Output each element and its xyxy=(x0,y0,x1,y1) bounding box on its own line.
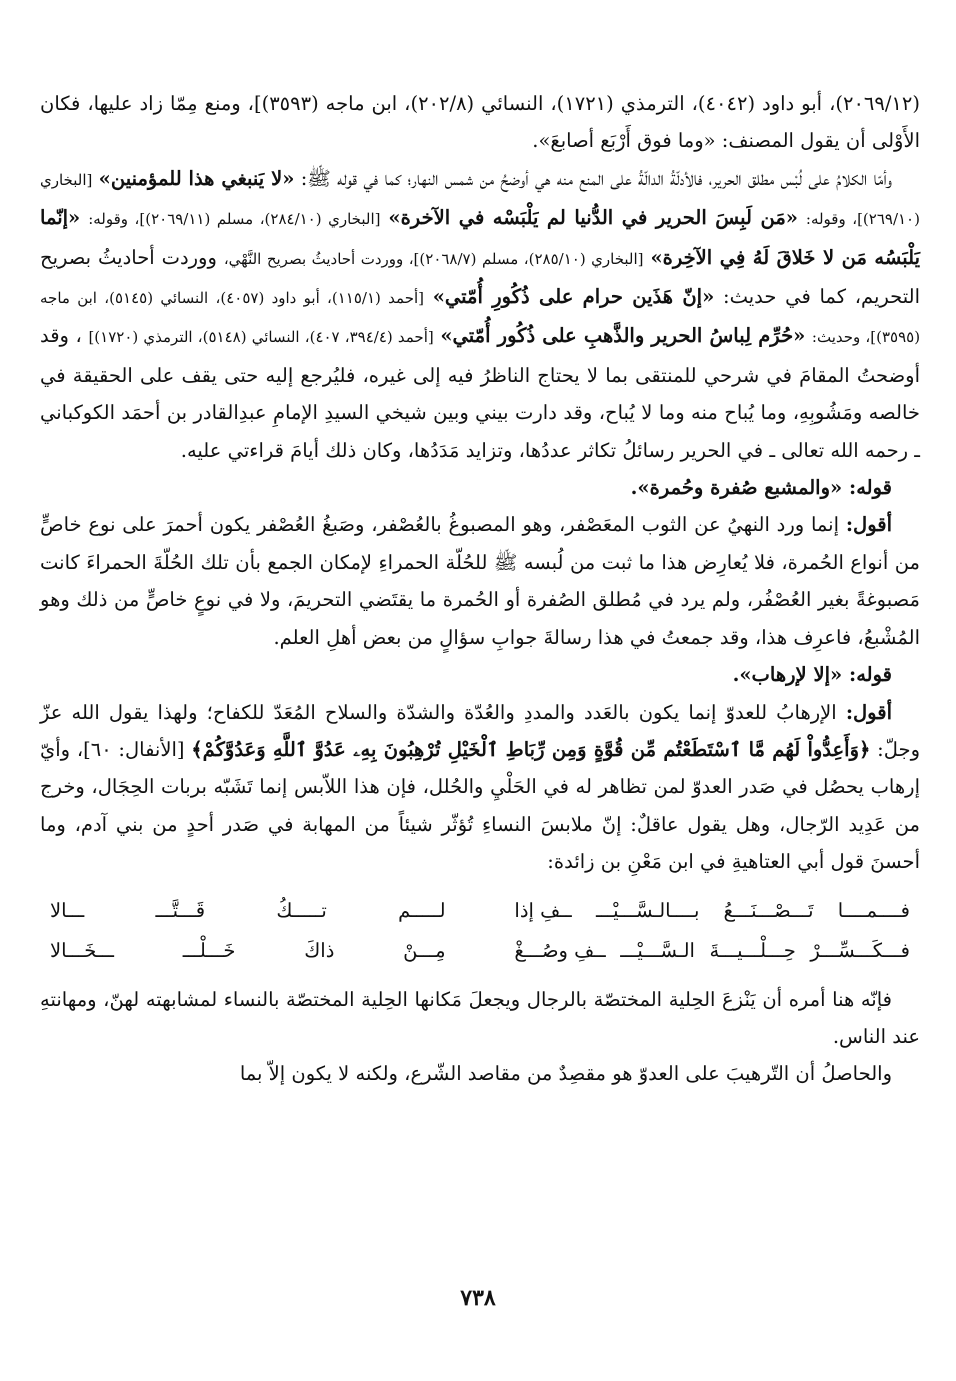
paragraph-label: أقول: xyxy=(845,700,892,724)
poem-word: تَـــصْـــنَـــعُ xyxy=(723,898,814,922)
poem-word: ــفِ إذا xyxy=(514,898,572,922)
paragraph-label: أقول: xyxy=(845,513,893,537)
paragraph-conclusion xyxy=(40,1055,920,1092)
text-segment: ، وقد أوضحتُ المقامَ في شرحي للمنتقى بما لا يحتاج الناظرُ فيه إلى غيره، فليُرجع إليه حتى يقف على الحقيقة في خالصه ومَشُوبِهِ، وما يُباح منه وما لا يُباح، وقد دارت بيني وبين شيخي السيدِ الإمامِ عبدِالقادر بن أحمَد الكوكباني ـ رحمه الله تعالى ـ في الحرير رسائلُ تكاثر عددُها، وتزايد مَدَدُها، وكان ذلك أيامَ قراءتي عليه. xyxy=(40,324,920,462)
poem-word: بــــالـسَّـــيْـــ xyxy=(595,898,700,922)
text-segment: ووردت أحاديثُ بصريح التحريم، كما في حديث: xyxy=(40,245,920,309)
paragraph-poem-explanation xyxy=(40,981,920,1056)
paragraph-hadith-citations-continued xyxy=(40,85,920,160)
poem-hemistich-second xyxy=(50,931,446,971)
poem-word: ـــالا xyxy=(50,898,85,922)
heading-text: «والمشبع صُفرة وحُمرة». xyxy=(630,476,843,500)
citation: [أحمد (١١٥/١)، أبو داود (٤٠٥٧)، النسائي (٥١٤٥)، ابن ماجه (٣٥٩٥)]، وحديث: xyxy=(40,289,921,347)
poem-word: مِـــنْ xyxy=(403,938,446,962)
citation: [أحمد (٣٩٤/٤، ٤٠٧)، النسائي (٥١٤٨)، الترمذي (١٧٢٠)] xyxy=(88,328,434,347)
hadith-quote: «مَن لَبِسَ الحرير في الدُّنيا لم يَلْبَسْه في الآخرة» xyxy=(388,206,798,230)
poem-line xyxy=(40,891,920,931)
poem-word: فـــكَـــسِّـــرْ xyxy=(810,938,910,962)
quran-verse: ﴿وَأَعِدُّواْ لَهُم مَّا ٱسْتَطَعْتُم مِّن قُوَّةٍ وَمِن رِّبَاطِ ٱلْخَيْلِ تُرْهِبُونَ بِهِۦ عَدُوَّ ٱللَّهِ وَعَدُوَّكُمْ﴾ xyxy=(191,737,871,761)
text-segment: فإنّه هنا أمره أن يَنْزعَ الحِلية المختصّة بالرجال ويجعلَ مَكانها الحِلية المختصّة بالنساء لمشابهته لهنّ، ومهانتهِ عند الناس. xyxy=(40,987,920,1048)
poem-word: خَـــلْـــ xyxy=(182,938,236,962)
poem-hemistich-second xyxy=(50,891,446,931)
citation: [البخاري (٢٦٩/١٠)]، وقوله: xyxy=(40,170,920,229)
poem-word: فــــمــــا xyxy=(837,898,910,922)
hadith-quote: «إنّما يَلْبَسُه مَن لا خَلاقَ لَهُ فِي الآخِرة» xyxy=(40,206,921,269)
page-body xyxy=(40,85,920,1093)
poem-word: حِـــلْـــيـــةَ xyxy=(709,938,796,962)
hadith-quote: «إنّ هَذَين حرام على ذُكُورِ أُمّتي» xyxy=(432,285,715,309)
text-segment: [الأنفال: ٦٠]، وأيّ إرهاب يحصُل في صَدر العدوّ لمن تظاهر له في الحَلْيِ والحُلل، فإن هذا اللاّبس إنما تَشَبّه بربات الحِجَال، وخرج من عَدِيد الرّجال، وهل يقول عاقلٌ: إنّ ملابسَ النساءِ تُؤثّر شيئاً من المهابة في صَدر أحدٍ من بني آدم، وما أحسنَ قول أبي العتاهيةِ في ابن مَعْنِ بن زائدة: xyxy=(40,737,920,874)
paragraph-silk-evidence xyxy=(40,160,920,469)
text-segment: النهار؛ كما في قوله ﷺ: xyxy=(300,166,439,190)
hadith-quote: «حُرِّم لِباسُ الحرير والذَّهبِ على ذُكُور أُمّتي» xyxy=(440,324,806,348)
text-segment: إنما ورد النهيُ عن الثوب المعَصْفر، وهو المصبوغُ بالعُصْفر، وصَبغُ العُصْفر يكون أحمرَ على نوع خاصٍّ من أنواع الحُمرة، فلا يُعارِض هذا ما ثبت من لُبسه ﷺ للحُلّة الحمراءِ لإمكان الجمع بأن تلك الحُلّةَ الحمراءَ كانت مَصبوغةً بغير العُصْفُر، ولم يرد في مُطلق الصُفرة أو الحُمرة ما يقتَضي التحريمَ، ولا في نوعٍ خاصٍّ من ذلك وهو المُشْبعُ، فاعرِف هذا، وقد جمعتُ في هذا رسالةَ جوابِ سؤالٍ من بعض أهلِ العلم. xyxy=(40,513,920,649)
poem-word: تـــــكُ xyxy=(276,898,327,922)
poem-word: ـــخَـــالا xyxy=(50,938,114,962)
text-segment: وأمّا الكلامُ على لُبْس مطلق الحرير، فالأدلّةُ الدالّةُ على المنع منه هي أوضحُ من شمس xyxy=(444,166,892,190)
paragraph-intimidation xyxy=(40,694,920,881)
poem-word: لـــــم xyxy=(398,898,446,922)
poem-word: الـسَّـــيْـــ xyxy=(620,938,695,962)
heading-text: «إلا لإرهاب». xyxy=(732,663,843,687)
poem-block xyxy=(40,891,920,971)
poem-word: قَـــتَّـــ xyxy=(155,898,206,922)
hadith-quote: «لا يَنبغي هذا للمؤمنين» xyxy=(98,166,295,190)
text-segment: (٢٠٦٩/١٢)، أبو داود (٤٠٤٢)، الترمذي (١٧٢١)، النسائي (٢٠٢/٨)، ابن ماجه (٣٥٩٣)]، ومنع مِمّا زاد xyxy=(139,92,920,115)
poem-hemistich-first xyxy=(514,931,910,971)
heading-label: قوله: xyxy=(849,476,892,500)
citation: [البخاري (٢٨٥/١٠)، مسلم (٢٠٦٨/٧)]، ووردت أحاديثُ بصريح النَّهْي، xyxy=(223,249,644,268)
page-number: ٧٣٨ xyxy=(460,1285,496,1311)
section-heading-2 xyxy=(40,656,892,693)
heading-label: قوله: xyxy=(849,663,892,687)
poem-line xyxy=(40,931,920,971)
text-segment: والحاصلُ أن التّرهيبَ على العدوّ هو مقصِدٌ من مقاصد الشّرع، ولكنه لا يكون إلاّ بما xyxy=(239,1062,892,1086)
section-heading-1 xyxy=(40,469,892,506)
poem-word: ــفِ وصُـــغْ xyxy=(514,938,606,962)
paragraph-saffron-dye xyxy=(40,506,920,656)
citation: [البخاري (٢٨٤/١٠)، مسلم (٢٠٦٩/١١)]، وقوله: xyxy=(88,210,381,229)
poem-hemistich-first xyxy=(514,891,910,931)
text-segment: الإرهابُ للعدوّ إنما يكون بالعَدد والمددِ والعُدّة والشدّة والسلاح المُعَدّ للكفاح؛ ولهذا يقول الله عزّ وجلّ: xyxy=(40,700,920,761)
poem-word: ذاكَ xyxy=(304,938,335,962)
text-segment: عليها، فكان الأَوْلى أن يقول المصنف: «وما فوق أَرْبَع أصابعَ». xyxy=(40,92,920,153)
